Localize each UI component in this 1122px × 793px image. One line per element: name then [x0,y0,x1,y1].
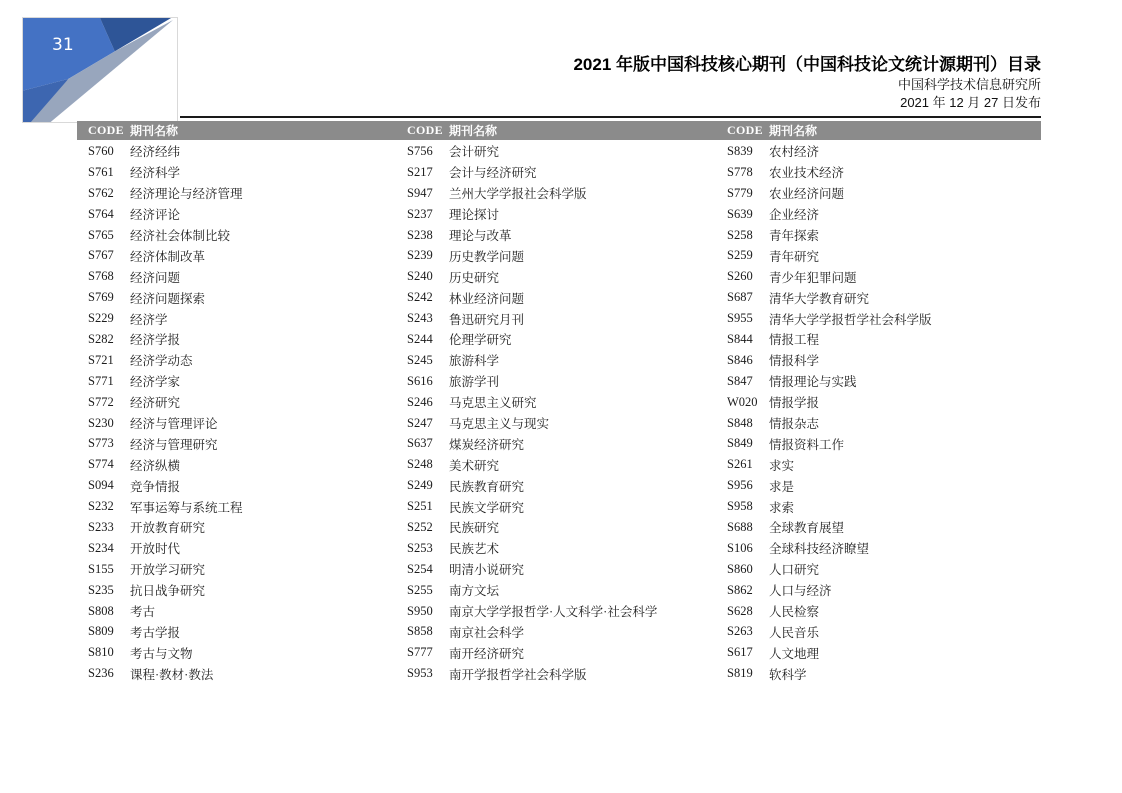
journal-name: 求索 [769,500,795,515]
journal-code: S858 [407,624,433,639]
journal-code: S860 [727,561,753,576]
table-row [88,287,400,308]
table-row [407,433,719,454]
journal-code: S772 [88,394,114,409]
code-column-header: CODE [407,123,443,137]
journal-code: S616 [407,373,433,388]
journal-code: S263 [727,624,753,639]
table-row [88,266,400,287]
journal-code: S239 [407,248,433,263]
journal-name: 全球科技经济瞭望 [769,542,870,557]
table-row [88,475,400,496]
journal-name: 情报学报 [769,396,820,411]
journal-name: 考古学报 [130,625,181,640]
journal-list-column-1 [88,141,400,684]
table-row [407,266,719,287]
journal-name: 开放教育研究 [130,521,206,536]
journal-name: 经济学动态 [130,354,193,369]
journal-code: S233 [88,519,114,534]
journal-code: S238 [407,227,433,242]
journal-name: 人文地理 [769,646,820,661]
journal-name: 经济与管理研究 [130,437,218,452]
journal-name: 旅游学刊 [449,375,500,390]
journal-name: 经济问题探索 [130,291,206,306]
table-header-bar [77,121,1041,140]
header-divider-line [180,116,1041,118]
journal-name-column-header: 期刊名称 [449,124,498,138]
journal-code: S849 [727,436,753,451]
publish-date: 2021 年 12 月 27 日发布 [900,95,1041,110]
table-row [727,162,1039,183]
journal-name: 课程·教材·教法 [130,667,214,682]
journal-name: 南开经济研究 [449,646,525,661]
journal-code: S950 [407,603,433,618]
table-row [88,413,400,434]
table-row [407,162,719,183]
journal-name: 兰州大学学报社会科学版 [449,187,587,202]
journal-code: S819 [727,666,753,681]
table-row [407,183,719,204]
journal-name: 旅游科学 [449,354,500,369]
journal-name: 考古与文物 [130,646,193,661]
table-row [88,329,400,350]
journal-code: S761 [88,164,114,179]
table-row [407,621,719,642]
journal-name: 开放学习研究 [130,563,206,578]
table-row [407,371,719,392]
journal-name: 南方文坛 [449,584,500,599]
journal-code: S953 [407,666,433,681]
corner-triangles-graphic [23,18,177,122]
journal-name: 经济理论与经济管理 [130,187,243,202]
journal-code: S760 [88,143,114,158]
journal-name: 林业经济问题 [449,291,525,306]
journal-name: 人民音乐 [769,625,820,640]
journal-name: 理论探讨 [449,208,500,223]
table-row [727,433,1039,454]
journal-code: S244 [407,331,433,346]
table-row [727,287,1039,308]
journal-name: 伦理学研究 [449,333,512,348]
table-row [407,308,719,329]
journal-name: 清华大学学报哲学社会科学版 [769,312,932,327]
journal-name: 经济体制改革 [130,249,206,264]
journal-code: S628 [727,603,753,618]
table-row [727,517,1039,538]
journal-code: S779 [727,185,753,200]
table-row [407,496,719,517]
table-row [88,141,400,162]
journal-name: 经济与管理评论 [130,417,218,432]
journal-name: 明清小说研究 [449,563,525,578]
journal-name: 软科学 [769,667,807,682]
journal-code: S955 [727,311,753,326]
journal-code: S721 [88,352,114,367]
journal-code: S282 [88,331,114,346]
journal-code: S844 [727,331,753,346]
journal-code: S947 [407,185,433,200]
journal-code: S639 [727,206,753,221]
journal-code: S253 [407,540,433,555]
table-row [407,245,719,266]
table-row [727,621,1039,642]
table-row [727,475,1039,496]
table-row [727,204,1039,225]
journal-code: S774 [88,457,114,472]
table-row [88,350,400,371]
journal-code: S810 [88,645,114,660]
table-row [407,141,719,162]
journal-code: S106 [727,540,753,555]
journal-code: S236 [88,666,114,681]
table-row [727,141,1039,162]
table-row [727,601,1039,622]
table-row [88,371,400,392]
table-row [727,538,1039,559]
journal-name: 经济科学 [130,166,181,181]
table-row [88,204,400,225]
journal-name: 理论与改革 [449,229,512,243]
table-row [407,392,719,413]
journal-code: S243 [407,311,433,326]
column-header-group-1 [88,121,178,140]
table-row [88,162,400,183]
journal-code: S094 [88,478,114,493]
table-row [407,287,719,308]
journal-name: 历史研究 [449,270,500,285]
table-row [407,559,719,580]
journal-name: 人民检察 [769,605,820,620]
journal-code: S756 [407,143,433,158]
journal-code: S240 [407,269,433,284]
table-row [88,496,400,517]
journal-name-column-header: 期刊名称 [769,124,818,138]
journal-code: S764 [88,206,114,221]
journal-name: 人口研究 [769,563,820,578]
journal-name: 民族艺术 [449,542,500,557]
journal-name: 民族教育研究 [449,479,525,494]
journal-name: 抗日战争研究 [130,584,206,599]
journal-code: S862 [727,582,753,597]
table-row [727,266,1039,287]
journal-name: 经济学家 [130,375,181,390]
journal-code: S765 [88,227,114,242]
journal-code: S245 [407,352,433,367]
journal-name: 经济评论 [130,208,181,223]
journal-code: S230 [88,415,114,430]
journal-code: S778 [727,164,753,179]
journal-name: 求实 [769,458,795,473]
journal-name: 历史教学问题 [449,249,525,264]
column-header-group-2 [407,121,497,140]
journal-code: S155 [88,561,114,576]
journal-name: 南开学报哲学社会科学版 [449,667,587,682]
journal-name: 青年研究 [769,249,820,264]
table-row [727,225,1039,246]
journal-name: 经济纵横 [130,458,181,473]
table-row [88,601,400,622]
journal-name: 南京社会科学 [449,625,525,640]
journal-name: 经济社会体制比较 [130,229,231,243]
journal-name: 马克思主义研究 [449,396,537,411]
table-row [88,642,400,663]
journal-name: 经济学 [130,312,168,327]
journal-code: S251 [407,499,433,514]
journal-code: S762 [88,185,114,200]
code-column-header: CODE [88,123,124,137]
table-row [407,454,719,475]
journal-code: S247 [407,415,433,430]
journal-code: S232 [88,499,114,514]
journal-code: S249 [407,478,433,493]
journal-name: 青少年犯罪问题 [769,270,857,285]
journal-code: S809 [88,624,114,639]
table-row [727,454,1039,475]
table-row [88,538,400,559]
journal-code: S956 [727,478,753,493]
table-row [407,642,719,663]
publisher-org: 中国科学技术信息研究所 [897,77,1041,92]
table-row [407,538,719,559]
table-row [727,559,1039,580]
journal-name: 考古 [130,605,156,620]
journal-name: 情报工程 [769,333,820,348]
table-row [407,517,719,538]
table-row [727,580,1039,601]
journal-name: 企业经济 [769,208,820,223]
table-row [88,392,400,413]
table-row [727,329,1039,350]
column-header-group-3 [727,121,817,140]
journal-code: S246 [407,394,433,409]
table-row [407,413,719,434]
table-row [727,183,1039,204]
journal-name: 清华大学教育研究 [769,291,870,306]
journal-name: 开放时代 [130,542,181,557]
journal-code: S237 [407,206,433,221]
journal-code: S808 [88,603,114,618]
journal-code: S768 [88,269,114,284]
journal-code: S958 [727,499,753,514]
journal-name: 会计研究 [449,145,500,160]
table-row [88,183,400,204]
journal-code: S839 [727,143,753,158]
journal-code: S217 [407,164,433,179]
journal-name: 民族研究 [449,521,500,536]
journal-name: 全球教育展望 [769,521,845,536]
journal-code: S848 [727,415,753,430]
table-row [727,496,1039,517]
journal-name: 鲁迅研究月刊 [449,312,525,327]
table-row [727,245,1039,266]
journal-name: 经济经纬 [130,145,181,160]
table-row [727,308,1039,329]
journal-name: 农村经济 [769,145,820,160]
table-row [407,663,719,684]
journal-name: 煤炭经济研究 [449,437,525,452]
journal-code: S235 [88,582,114,597]
journal-name: 会计与经济研究 [449,166,537,181]
journal-code: S248 [407,457,433,472]
table-row [727,413,1039,434]
journal-name: 情报杂志 [769,417,820,432]
journal-name: 人口与经济 [769,584,832,599]
table-row [88,308,400,329]
journal-code: S769 [88,290,114,305]
journal-code: S617 [727,645,753,660]
journal-code: S252 [407,519,433,534]
journal-code: S229 [88,311,114,326]
table-row [727,663,1039,684]
journal-code: S242 [407,290,433,305]
journal-name: 军事运筹与系统工程 [130,500,243,515]
journal-list-column-3 [727,141,1039,684]
table-row [88,517,400,538]
journal-code: S255 [407,582,433,597]
journal-name: 情报科学 [769,354,820,369]
table-row [88,225,400,246]
journal-name: 情报理论与实践 [769,375,857,390]
table-row [727,642,1039,663]
journal-code: S259 [727,248,753,263]
code-column-header: CODE [727,123,763,137]
journal-name: 民族文学研究 [449,500,525,515]
table-row [88,245,400,266]
table-row [88,454,400,475]
journal-code: S771 [88,373,114,388]
table-row [407,350,719,371]
table-row [88,621,400,642]
journal-name: 南京大学学报哲学·人文科学·社会科学 [449,605,658,620]
journal-code: S773 [88,436,114,451]
journal-code: S261 [727,457,753,472]
journal-code: S688 [727,519,753,534]
journal-name: 农业经济问题 [769,187,845,202]
page-title: 2021 年版中国科技核心期刊（中国科技论文统计源期刊）目录 [573,55,1041,74]
table-row [727,350,1039,371]
journal-code: W020 [727,394,758,409]
table-row [88,433,400,454]
journal-code: S846 [727,352,753,367]
journal-name: 经济问题 [130,270,181,285]
table-row [407,475,719,496]
table-row [727,371,1039,392]
journal-name: 马克思主义与现实 [449,417,550,432]
table-row [727,392,1039,413]
journal-name: 求是 [769,479,795,494]
table-row [88,580,400,601]
table-row [407,329,719,350]
table-row [407,204,719,225]
table-row [407,601,719,622]
journal-code: S847 [727,373,753,388]
journal-code: S254 [407,561,433,576]
journal-name: 农业技术经济 [769,166,845,181]
journal-code: S258 [727,227,753,242]
journal-name: 经济学报 [130,333,181,348]
document-header [573,54,1041,112]
journal-code: S234 [88,540,114,555]
journal-code: S777 [407,645,433,660]
journal-name: 美术研究 [449,458,500,473]
journal-list-column-2 [407,141,719,684]
journal-code: S687 [727,290,753,305]
table-row [88,663,400,684]
page-corner-graphic [22,17,178,123]
table-row [88,559,400,580]
table-row [407,225,719,246]
journal-name: 经济研究 [130,396,181,411]
journal-code: S767 [88,248,114,263]
journal-code: S637 [407,436,433,451]
journal-code: S260 [727,269,753,284]
journal-name: 竞争情报 [130,479,181,494]
table-row [407,580,719,601]
journal-name: 情报资料工作 [769,437,845,452]
page-number: 31 [52,35,74,55]
journal-name-column-header: 期刊名称 [130,124,179,138]
journal-name: 青年探索 [769,229,820,243]
